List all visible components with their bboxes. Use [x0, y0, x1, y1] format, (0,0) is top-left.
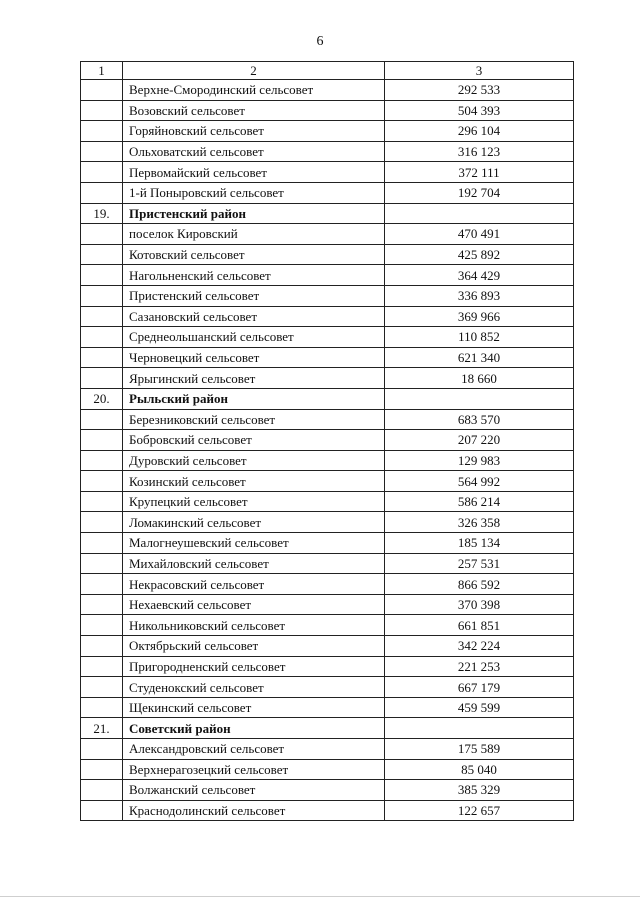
municipality-name-cell: Дуровский сельсовет: [123, 450, 385, 471]
table-row: [81, 533, 574, 554]
amount-cell: 342 224: [385, 636, 574, 657]
table-row: [81, 80, 574, 101]
municipality-name-cell: Пристенский сельсовет: [123, 285, 385, 306]
municipality-name-cell: Ярыгинский сельсовет: [123, 368, 385, 389]
amount-cell: 564 992: [385, 471, 574, 492]
amount-cell: 667 179: [385, 677, 574, 698]
table-row: [81, 141, 574, 162]
table-row: [81, 285, 574, 306]
amount-cell: 207 220: [385, 430, 574, 451]
row-number-cell: [81, 594, 123, 615]
municipality-name-cell: Горяйновский сельсовет: [123, 121, 385, 142]
row-number-cell: [81, 224, 123, 245]
amount-cell: 192 704: [385, 182, 574, 203]
municipality-name-cell: Первомайский сельсовет: [123, 162, 385, 183]
amount-cell: 292 533: [385, 80, 574, 101]
row-number-cell: 21.: [81, 718, 123, 739]
municipality-name-cell: Пригородненский сельсовет: [123, 656, 385, 677]
municipality-name-cell: Котовский сельсовет: [123, 244, 385, 265]
row-number-cell: [81, 430, 123, 451]
table-row: [81, 759, 574, 780]
municipality-name-cell: Волжанский сельсовет: [123, 780, 385, 801]
column-header-value: 3: [385, 62, 574, 80]
row-number-cell: [81, 471, 123, 492]
table-body: [81, 62, 574, 821]
column-header-name: 2: [123, 62, 385, 80]
municipality-name-cell: Малогнеушевский сельсовет: [123, 533, 385, 554]
table-row: [81, 430, 574, 451]
row-number-cell: [81, 141, 123, 162]
amount-cell: 459 599: [385, 697, 574, 718]
row-number-cell: [81, 162, 123, 183]
row-number-cell: [81, 450, 123, 471]
table-row: [81, 491, 574, 512]
column-header-number: 1: [81, 62, 123, 80]
amount-cell: [385, 718, 574, 739]
amount-cell: 866 592: [385, 574, 574, 595]
amount-cell: 221 253: [385, 656, 574, 677]
municipality-name-cell: 1-й Поныровский сельсовет: [123, 182, 385, 203]
municipality-name-cell: Верхне-Смородинский сельсовет: [123, 80, 385, 101]
municipality-name-cell: поселок Кировский: [123, 224, 385, 245]
amount-cell: 316 123: [385, 141, 574, 162]
municipality-name-cell: Александровский сельсовет: [123, 739, 385, 760]
allocation-table: [80, 61, 574, 821]
amount-cell: 661 851: [385, 615, 574, 636]
row-number-cell: [81, 327, 123, 348]
amount-cell: 85 040: [385, 759, 574, 780]
row-number-cell: [81, 409, 123, 430]
row-number-cell: [81, 636, 123, 657]
table-row: [81, 162, 574, 183]
municipality-name-cell: Сазановский сельсовет: [123, 306, 385, 327]
municipality-name-cell: Возовский сельсовет: [123, 100, 385, 121]
amount-cell: 336 893: [385, 285, 574, 306]
municipality-name-cell: Нагольненский сельсовет: [123, 265, 385, 286]
row-number-cell: [81, 615, 123, 636]
amount-cell: 296 104: [385, 121, 574, 142]
municipality-name-cell: Студенокский сельсовет: [123, 677, 385, 698]
table-header-row: [81, 62, 574, 80]
table-row: [81, 471, 574, 492]
municipality-name-cell: Михайловский сельсовет: [123, 553, 385, 574]
row-number-cell: [81, 739, 123, 760]
amount-cell: 185 134: [385, 533, 574, 554]
amount-cell: 122 657: [385, 800, 574, 821]
amount-cell: 586 214: [385, 491, 574, 512]
amount-cell: 129 983: [385, 450, 574, 471]
amount-cell: 364 429: [385, 265, 574, 286]
table-row: [81, 265, 574, 286]
row-number-cell: 20.: [81, 388, 123, 409]
row-number-cell: [81, 347, 123, 368]
table-row: [81, 574, 574, 595]
row-number-cell: [81, 265, 123, 286]
table-row: [81, 347, 574, 368]
amount-cell: 385 329: [385, 780, 574, 801]
table-row: [81, 327, 574, 348]
table-row: [81, 677, 574, 698]
table-row: [81, 100, 574, 121]
municipality-name-cell: Ольховатский сельсовет: [123, 141, 385, 162]
amount-cell: 470 491: [385, 224, 574, 245]
amount-cell: [385, 388, 574, 409]
amount-cell: 683 570: [385, 409, 574, 430]
row-number-cell: [81, 800, 123, 821]
amount-cell: 369 966: [385, 306, 574, 327]
row-number-cell: [81, 244, 123, 265]
row-number-cell: [81, 306, 123, 327]
amount-cell: 257 531: [385, 553, 574, 574]
municipality-name-cell: Козинский сельсовет: [123, 471, 385, 492]
table-row: [81, 306, 574, 327]
municipality-name-cell: Березниковский сельсовет: [123, 409, 385, 430]
row-number-cell: [81, 182, 123, 203]
district-name-cell: Рыльский район: [123, 388, 385, 409]
municipality-name-cell: Бобровский сельсовет: [123, 430, 385, 451]
amount-cell: 370 398: [385, 594, 574, 615]
bottom-divider: [0, 896, 640, 897]
municipality-name-cell: Краснодолинский сельсовет: [123, 800, 385, 821]
row-number-cell: [81, 697, 123, 718]
table-row: [81, 594, 574, 615]
row-number-cell: 19.: [81, 203, 123, 224]
municipality-name-cell: Октябрьский сельсовет: [123, 636, 385, 657]
table-row: [81, 615, 574, 636]
municipality-name-cell: Черновецкий сельсовет: [123, 347, 385, 368]
amount-cell: 372 111: [385, 162, 574, 183]
amount-cell: 110 852: [385, 327, 574, 348]
table-row: [81, 800, 574, 821]
table-row: [81, 182, 574, 203]
municipality-name-cell: Нехаевский сельсовет: [123, 594, 385, 615]
amount-cell: 175 589: [385, 739, 574, 760]
municipality-name-cell: Крупецкий сельсовет: [123, 491, 385, 512]
page-number: 6: [316, 34, 324, 49]
row-number-cell: [81, 533, 123, 554]
municipality-name-cell: Ломакинский сельсовет: [123, 512, 385, 533]
row-number-cell: [81, 759, 123, 780]
table-row: [81, 244, 574, 265]
table-row: [81, 121, 574, 142]
district-row: [81, 718, 574, 739]
row-number-cell: [81, 80, 123, 101]
row-number-cell: [81, 100, 123, 121]
municipality-name-cell: Среднеольшанский сельсовет: [123, 327, 385, 348]
district-row: [81, 388, 574, 409]
municipality-name-cell: Некрасовский сельсовет: [123, 574, 385, 595]
district-name-cell: Пристенский район: [123, 203, 385, 224]
district-row: [81, 203, 574, 224]
row-number-cell: [81, 121, 123, 142]
table-row: [81, 739, 574, 760]
table-row: [81, 636, 574, 657]
row-number-cell: [81, 574, 123, 595]
table-row: [81, 368, 574, 389]
municipality-name-cell: Верхнерагозецкий сельсовет: [123, 759, 385, 780]
municipality-name-cell: Никольниковский сельсовет: [123, 615, 385, 636]
row-number-cell: [81, 553, 123, 574]
table-row: [81, 656, 574, 677]
row-number-cell: [81, 368, 123, 389]
row-number-cell: [81, 285, 123, 306]
amount-cell: 425 892: [385, 244, 574, 265]
table-row: [81, 780, 574, 801]
district-name-cell: Советский район: [123, 718, 385, 739]
amount-cell: 326 358: [385, 512, 574, 533]
row-number-cell: [81, 656, 123, 677]
amount-cell: 621 340: [385, 347, 574, 368]
amount-cell: 504 393: [385, 100, 574, 121]
table-row: [81, 224, 574, 245]
amount-cell: [385, 203, 574, 224]
row-number-cell: [81, 491, 123, 512]
row-number-cell: [81, 677, 123, 698]
row-number-cell: [81, 780, 123, 801]
table-row: [81, 512, 574, 533]
table-row: [81, 697, 574, 718]
amount-cell: 18 660: [385, 368, 574, 389]
municipality-name-cell: Щекинский сельсовет: [123, 697, 385, 718]
table-row: [81, 553, 574, 574]
row-number-cell: [81, 512, 123, 533]
table-row: [81, 409, 574, 430]
table-row: [81, 450, 574, 471]
